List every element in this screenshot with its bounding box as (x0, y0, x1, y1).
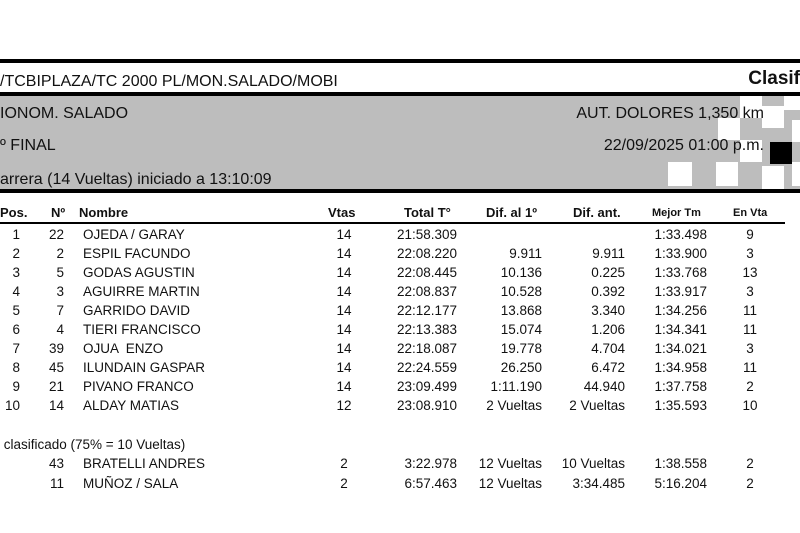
cell-on-lap: 11 (742, 360, 757, 375)
cell-gap-first: 15.074 (500, 322, 542, 337)
cell-name: ESPIL FACUNDO (83, 246, 191, 261)
col-pos: Pos. (0, 205, 28, 220)
col-total-time: Total T° (404, 205, 451, 220)
cell-gap-first: 9.911 (509, 246, 542, 261)
series-path: /TCBIPLAZA/TC 2000 PL/MON.SALADO/MOBI (0, 73, 338, 90)
cell-name: OJEDA / GARAY (83, 227, 185, 242)
col-laps: Vtas (328, 205, 356, 220)
cell-on-lap: 10 (742, 398, 758, 413)
cell-pos: 1 (12, 227, 20, 242)
cell-name: ILUNDAIN GASPAR (83, 360, 206, 375)
cell-name: ALDAY MATIAS (83, 398, 180, 413)
col-gap-first: Dif. al 1º (486, 205, 537, 220)
col-name: Nombre (79, 205, 129, 220)
cell-laps: 14 (336, 341, 352, 356)
cell-number: 39 (48, 341, 64, 356)
cell-gap-first: 12 Vueltas (478, 456, 542, 471)
cell-number: 43 (48, 456, 64, 471)
cell-gap-first: 10.136 (500, 265, 542, 280)
session-name: º FINAL (0, 137, 56, 154)
cell-name: OJUA ENZO (83, 341, 164, 356)
cell-laps: 2 (340, 476, 348, 491)
cell-gap-first: 13.868 (500, 303, 542, 318)
not-classified-heading: clasificado (75% = 10 Vueltas) (0, 437, 186, 452)
cell-number: 22 (48, 227, 64, 242)
table-row (0, 476, 800, 495)
cell-on-lap: 3 (746, 284, 754, 299)
table-row (0, 456, 800, 475)
cell-on-lap: 13 (742, 265, 758, 280)
cell-number: 14 (48, 398, 64, 413)
col-number: Nº (51, 205, 66, 220)
header-divider (0, 222, 785, 224)
cell-on-lap: 3 (746, 341, 754, 356)
table-row (0, 341, 800, 360)
cell-number: 5 (56, 265, 64, 280)
cell-best-lap: 1:34.021 (654, 341, 707, 356)
cell-gap-prev: 2 Vueltas (569, 398, 625, 413)
cell-gap-first: 19.778 (500, 341, 542, 356)
cell-on-lap: 2 (746, 476, 754, 491)
cell-total-time: 22:18.087 (396, 341, 457, 356)
cell-pos: 8 (12, 360, 20, 375)
cell-gap-prev: 0.225 (591, 265, 625, 280)
table-row (0, 379, 800, 398)
table-row (0, 360, 800, 379)
table-row (0, 284, 800, 303)
cell-number: 45 (48, 360, 64, 375)
race-description: arrera (14 Vueltas) iniciado a 13:10:09 (0, 171, 272, 188)
table-row (0, 246, 800, 265)
cell-on-lap: 3 (746, 246, 754, 261)
table-row (0, 303, 800, 322)
report-title: Clasif (748, 68, 800, 89)
col-gap-prev: Dif. ant. (573, 205, 621, 220)
cell-pos: 4 (12, 284, 20, 299)
cell-pos: 10 (4, 398, 20, 413)
cell-best-lap: 1:33.900 (654, 246, 707, 261)
cell-gap-first: 2 Vueltas (486, 398, 542, 413)
cell-gap-prev: 1.206 (591, 322, 625, 337)
cell-total-time: 23:08.910 (396, 398, 457, 413)
cell-total-time: 22:08.220 (396, 246, 457, 261)
cell-gap-prev: 10 Vueltas (561, 456, 625, 471)
venue-name: IONOM. SALADO (0, 105, 129, 122)
cell-best-lap: 1:33.498 (654, 227, 707, 242)
table-row (0, 227, 800, 246)
cell-total-time: 6:57.463 (404, 476, 457, 491)
cell-best-lap: 1:34.958 (654, 360, 707, 375)
cell-number: 21 (48, 379, 64, 394)
cell-name: PIVANO FRANCO (83, 379, 194, 394)
cell-number: 3 (56, 284, 64, 299)
cell-on-lap: 2 (746, 379, 754, 394)
cell-pos: 2 (12, 246, 20, 261)
cell-gap-first: 12 Vueltas (478, 476, 542, 491)
cell-pos: 9 (12, 379, 20, 394)
cell-pos: 6 (12, 322, 20, 337)
cell-name: MUÑOZ / SALA (83, 476, 179, 491)
cell-total-time: 22:08.837 (396, 284, 457, 299)
cell-laps: 14 (336, 379, 352, 394)
cell-best-lap: 1:34.256 (654, 303, 707, 318)
cell-total-time: 22:13.383 (396, 322, 457, 337)
cell-name: GODAS AGUSTIN (83, 265, 195, 280)
cell-gap-prev: 44.940 (583, 379, 625, 394)
cell-name: BRATELLI ANDRES (83, 456, 206, 471)
cell-laps: 14 (336, 227, 352, 242)
cell-best-lap: 1:33.917 (654, 284, 707, 299)
cell-laps: 14 (336, 303, 352, 318)
cell-total-time: 22:12.177 (396, 303, 457, 318)
cell-total-time: 21:58.309 (396, 227, 457, 242)
cell-number: 2 (56, 246, 64, 261)
cell-gap-prev: 6.472 (591, 360, 625, 375)
cell-pos: 5 (12, 303, 20, 318)
cell-laps: 14 (336, 322, 352, 337)
cell-number: 4 (56, 322, 64, 337)
table-row (0, 398, 800, 417)
cell-best-lap: 1:38.558 (654, 456, 707, 471)
cell-gap-prev: 0.392 (591, 284, 625, 299)
cell-pos: 7 (12, 341, 20, 356)
cell-gap-prev: 9.911 (592, 246, 625, 261)
track-name: AUT. DOLORES 1,350 km (576, 105, 764, 122)
cell-laps: 14 (336, 284, 352, 299)
cell-laps: 14 (336, 360, 352, 375)
cell-on-lap: 11 (742, 322, 757, 337)
cell-laps: 14 (336, 246, 352, 261)
cell-number: 7 (56, 303, 64, 318)
cell-gap-prev: 3.340 (591, 303, 625, 318)
cell-best-lap: 1:34.341 (654, 322, 707, 337)
cell-gap-first: 10.528 (500, 284, 542, 299)
cell-number: 11 (49, 476, 64, 491)
table-row (0, 265, 800, 284)
cell-best-lap: 1:37.758 (654, 379, 707, 394)
cell-best-lap: 1:33.768 (654, 265, 707, 280)
cell-laps: 2 (340, 456, 348, 471)
cell-gap-first: 1:11.190 (490, 379, 542, 394)
cell-best-lap: 1:35.593 (654, 398, 707, 413)
cell-laps: 12 (336, 398, 352, 413)
cell-best-lap: 5:16.204 (654, 476, 707, 491)
cell-name: TIERI FRANCISCO (83, 322, 201, 337)
cell-pos: 3 (12, 265, 20, 280)
cell-total-time: 22:08.445 (396, 265, 457, 280)
cell-total-time: 3:22.978 (404, 456, 457, 471)
session-datetime: 22/09/2025 01:00 p.m. (603, 137, 764, 154)
report-title-bar (0, 59, 800, 96)
cell-on-lap: 9 (746, 227, 754, 242)
cell-gap-prev: 4.704 (591, 341, 625, 356)
cell-name: AGUIRRE MARTIN (83, 284, 200, 299)
cell-name: GARRIDO DAVID (83, 303, 191, 318)
cell-gap-first: 26.250 (500, 360, 542, 375)
cell-on-lap: 2 (746, 456, 754, 471)
col-best-lap: Mejor Tm (652, 207, 701, 219)
cell-total-time: 23:09.499 (396, 379, 457, 394)
cell-total-time: 22:24.559 (396, 360, 457, 375)
cell-on-lap: 11 (742, 303, 757, 318)
cell-gap-prev: 3:34.485 (572, 476, 625, 491)
col-on-lap: En Vta (733, 207, 768, 219)
table-row (0, 322, 800, 341)
event-info-panel (0, 96, 800, 193)
cell-laps: 14 (336, 265, 352, 280)
